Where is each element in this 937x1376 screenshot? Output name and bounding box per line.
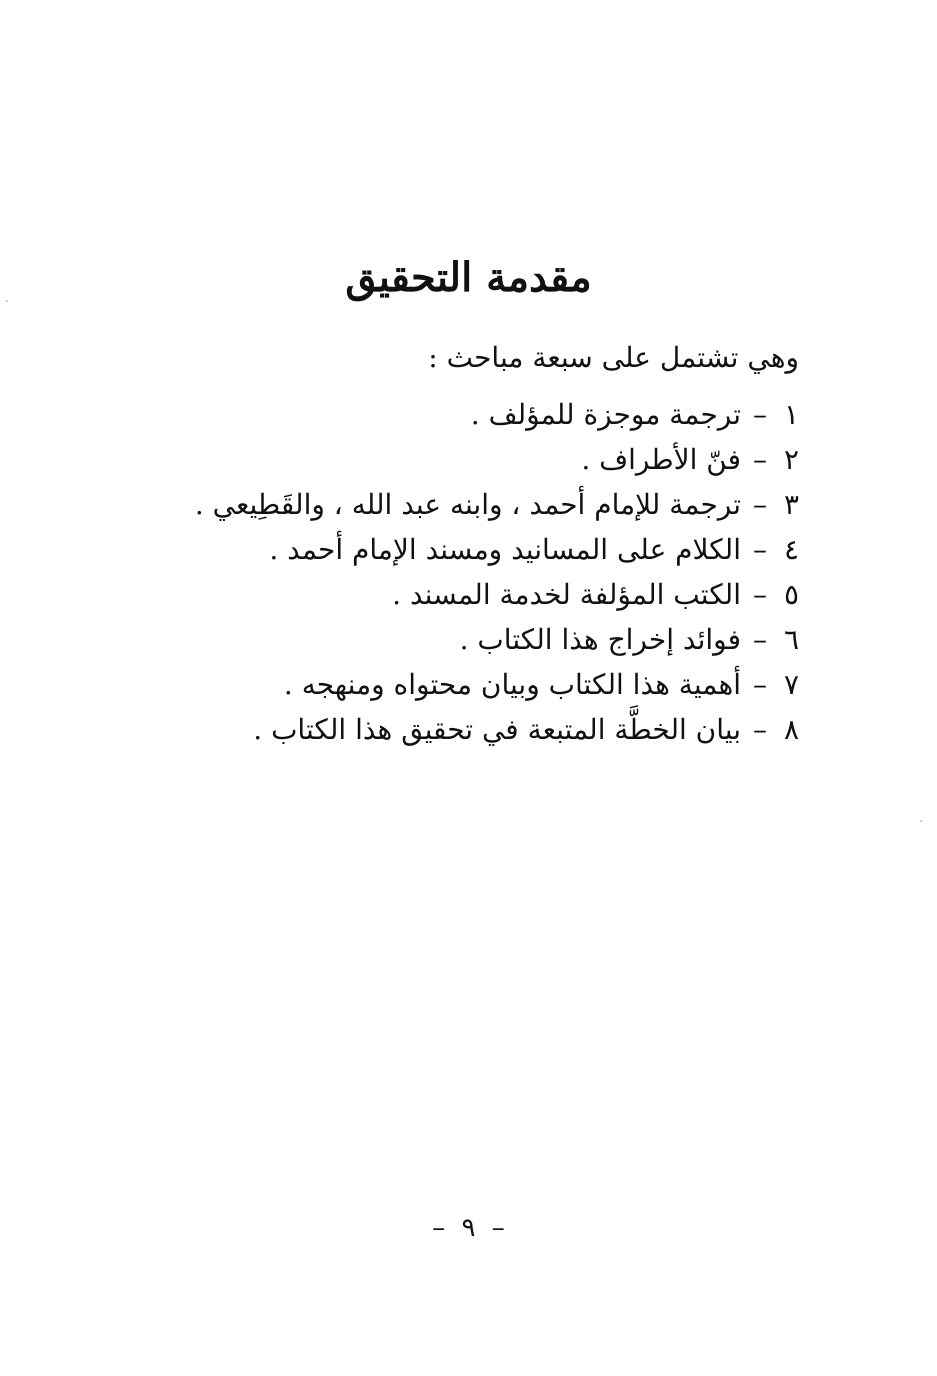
page-title: مقدمة التحقيق — [345, 254, 592, 301]
topic-item-8 — [195, 707, 799, 752]
topic-dash: – — [753, 668, 767, 701]
topic-number: ٦ — [783, 623, 799, 656]
intro-line: وهي تشتمل على سبعة مباحث : — [428, 341, 799, 374]
topic-number: ٤ — [783, 533, 799, 566]
topic-text: فنّ الأطراف . — [581, 443, 741, 476]
topic-item-5 — [195, 572, 799, 617]
topic-text: بيان الخطَّة المتبعة في تحقيق هذا الكتاب . — [253, 713, 741, 746]
topic-item-2 — [195, 437, 799, 482]
topic-number: ٧ — [783, 668, 799, 701]
topic-number: ٨ — [783, 713, 799, 746]
topic-dash: – — [753, 533, 767, 566]
topic-dash: – — [753, 398, 767, 431]
topic-dash: – — [753, 713, 767, 746]
topic-text: ترجمة للإمام أحمد ، وابنه عبد الله ، والقَطِيعي . — [194, 488, 741, 521]
topic-text: الكلام على المسانيد ومسند الإمام أحمد . — [269, 533, 741, 566]
topic-dash: – — [753, 623, 767, 656]
folio-dash-left: – — [432, 1213, 446, 1243]
topic-text: ترجمة موجزة للمؤلف . — [470, 398, 741, 431]
topic-dash: – — [753, 443, 767, 476]
topic-item-3 — [195, 482, 799, 527]
topics-list — [195, 392, 799, 752]
topic-item-1 — [195, 392, 799, 437]
topic-item-4 — [195, 527, 799, 572]
page-folio — [0, 1208, 937, 1248]
topic-number: ٢ — [783, 443, 799, 476]
topic-dash: – — [753, 578, 767, 611]
topic-number: ١ — [783, 398, 799, 431]
topic-number: ٣ — [783, 488, 799, 521]
scan-speck — [6, 300, 8, 302]
topic-text: الكتب المؤلفة لخدمة المسند . — [392, 578, 741, 611]
topic-item-6 — [195, 617, 799, 662]
topic-dash: – — [753, 488, 767, 521]
scan-speck — [920, 820, 922, 822]
topic-text: أهمية هذا الكتاب وبيان محتواه ومنهجه . — [283, 668, 741, 701]
topic-item-7 — [195, 662, 799, 707]
topic-text: فوائد إخراج هذا الكتاب . — [459, 623, 741, 656]
folio-dash-right: – — [491, 1213, 505, 1243]
topic-number: ٥ — [783, 578, 799, 611]
page-number: ٩ — [461, 1213, 476, 1243]
